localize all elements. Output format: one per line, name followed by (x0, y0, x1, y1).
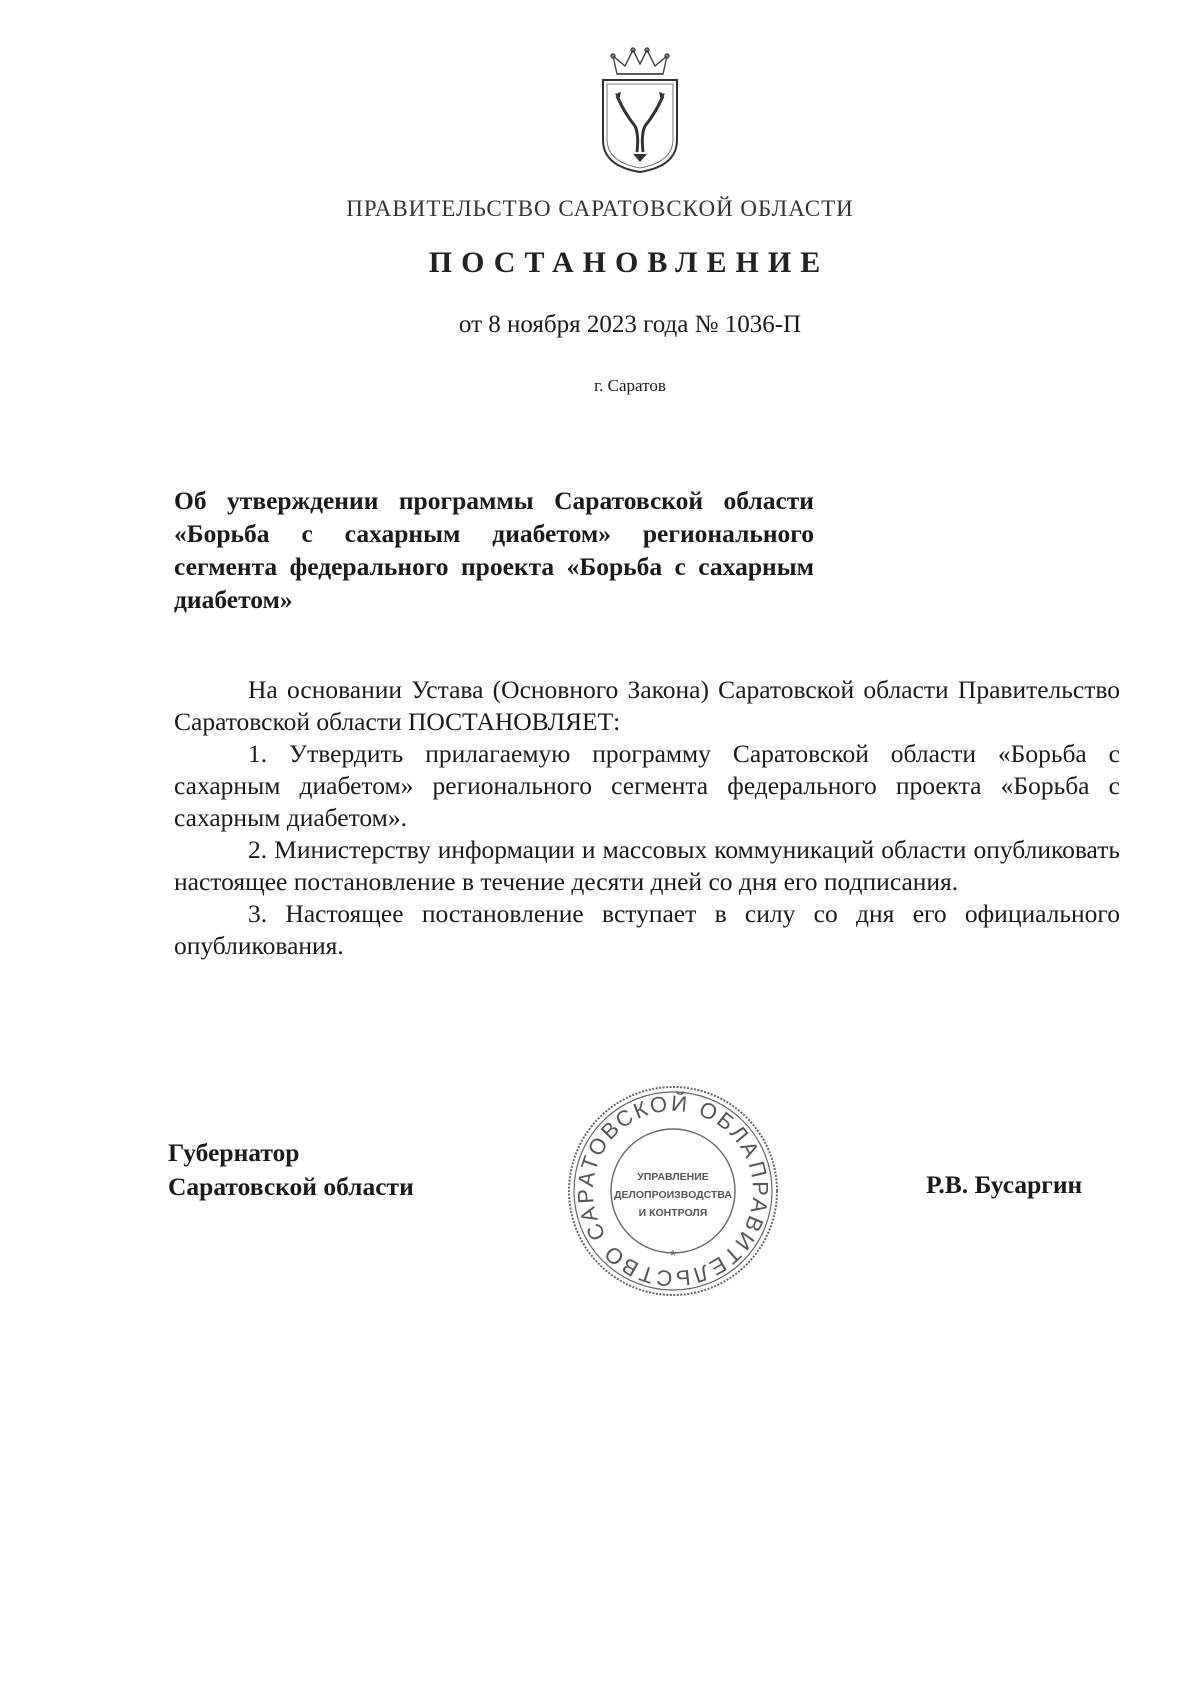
saratov-coat-of-arms-icon (595, 44, 685, 174)
signer-position-line1: Губернатор (168, 1138, 300, 1167)
document-body (174, 674, 1120, 962)
signer-position (168, 1136, 414, 1204)
stamp-inner-line2: ДЕЛОПРОИЗВОДСТВА (614, 1189, 732, 1201)
signer-position-line2: Саратовской области (168, 1172, 414, 1201)
document-city: г. Саратов (594, 376, 666, 395)
stamp-star-icon: * (669, 1248, 677, 1265)
preamble-paragraph: На основании Устава (Основного Закона) Саратовской области Правительство Саратовской области ПОСТАНОВЛЯЕТ: (174, 675, 1120, 736)
official-seal-stamp (566, 1084, 780, 1298)
stamp-outer-text: ПРАВИТЕЛЬСТВО САРАТОВСКОЙ ОБЛАСТИ (572, 1090, 774, 1292)
stamp-inner-line1: УПРАВЛЕНИЕ (637, 1171, 709, 1183)
stamp-inner-line3: И КОНТРОЛЯ (638, 1207, 708, 1219)
signer-name: Р.В. Бусаргин (926, 1170, 1083, 1199)
clause-paragraph-2: 2. Министерству информации и массовых коммуникаций области опубликовать настоящее постановление в течение десяти дней со дня его подписания. (174, 835, 1120, 896)
government-name: ПРАВИТЕЛЬСТВО САРАТОВСКОЙ ОБЛАСТИ (346, 196, 854, 221)
clause-paragraph-1: 1. Утвердить прилагаемую программу Саратовской области «Борьба с сахарным диабетом» регионального сегмента федерального проекта «Борьба с сахарным диабетом». (174, 739, 1120, 832)
document-date-number: от 8 ноября 2023 года № 1036-П (458, 311, 802, 338)
clause-paragraph-3: 3. Настоящее постановление вступает в силу со дня его официального опубликования. (174, 899, 1120, 960)
document-title: Об утверждении программы Саратовской области «Борьба с сахарным диабетом» регионального сегмента федерального проекта «Борьба с сахарным диабетом» (174, 486, 814, 614)
document-type: ПОСТАНОВЛЕНИЕ (428, 246, 830, 279)
